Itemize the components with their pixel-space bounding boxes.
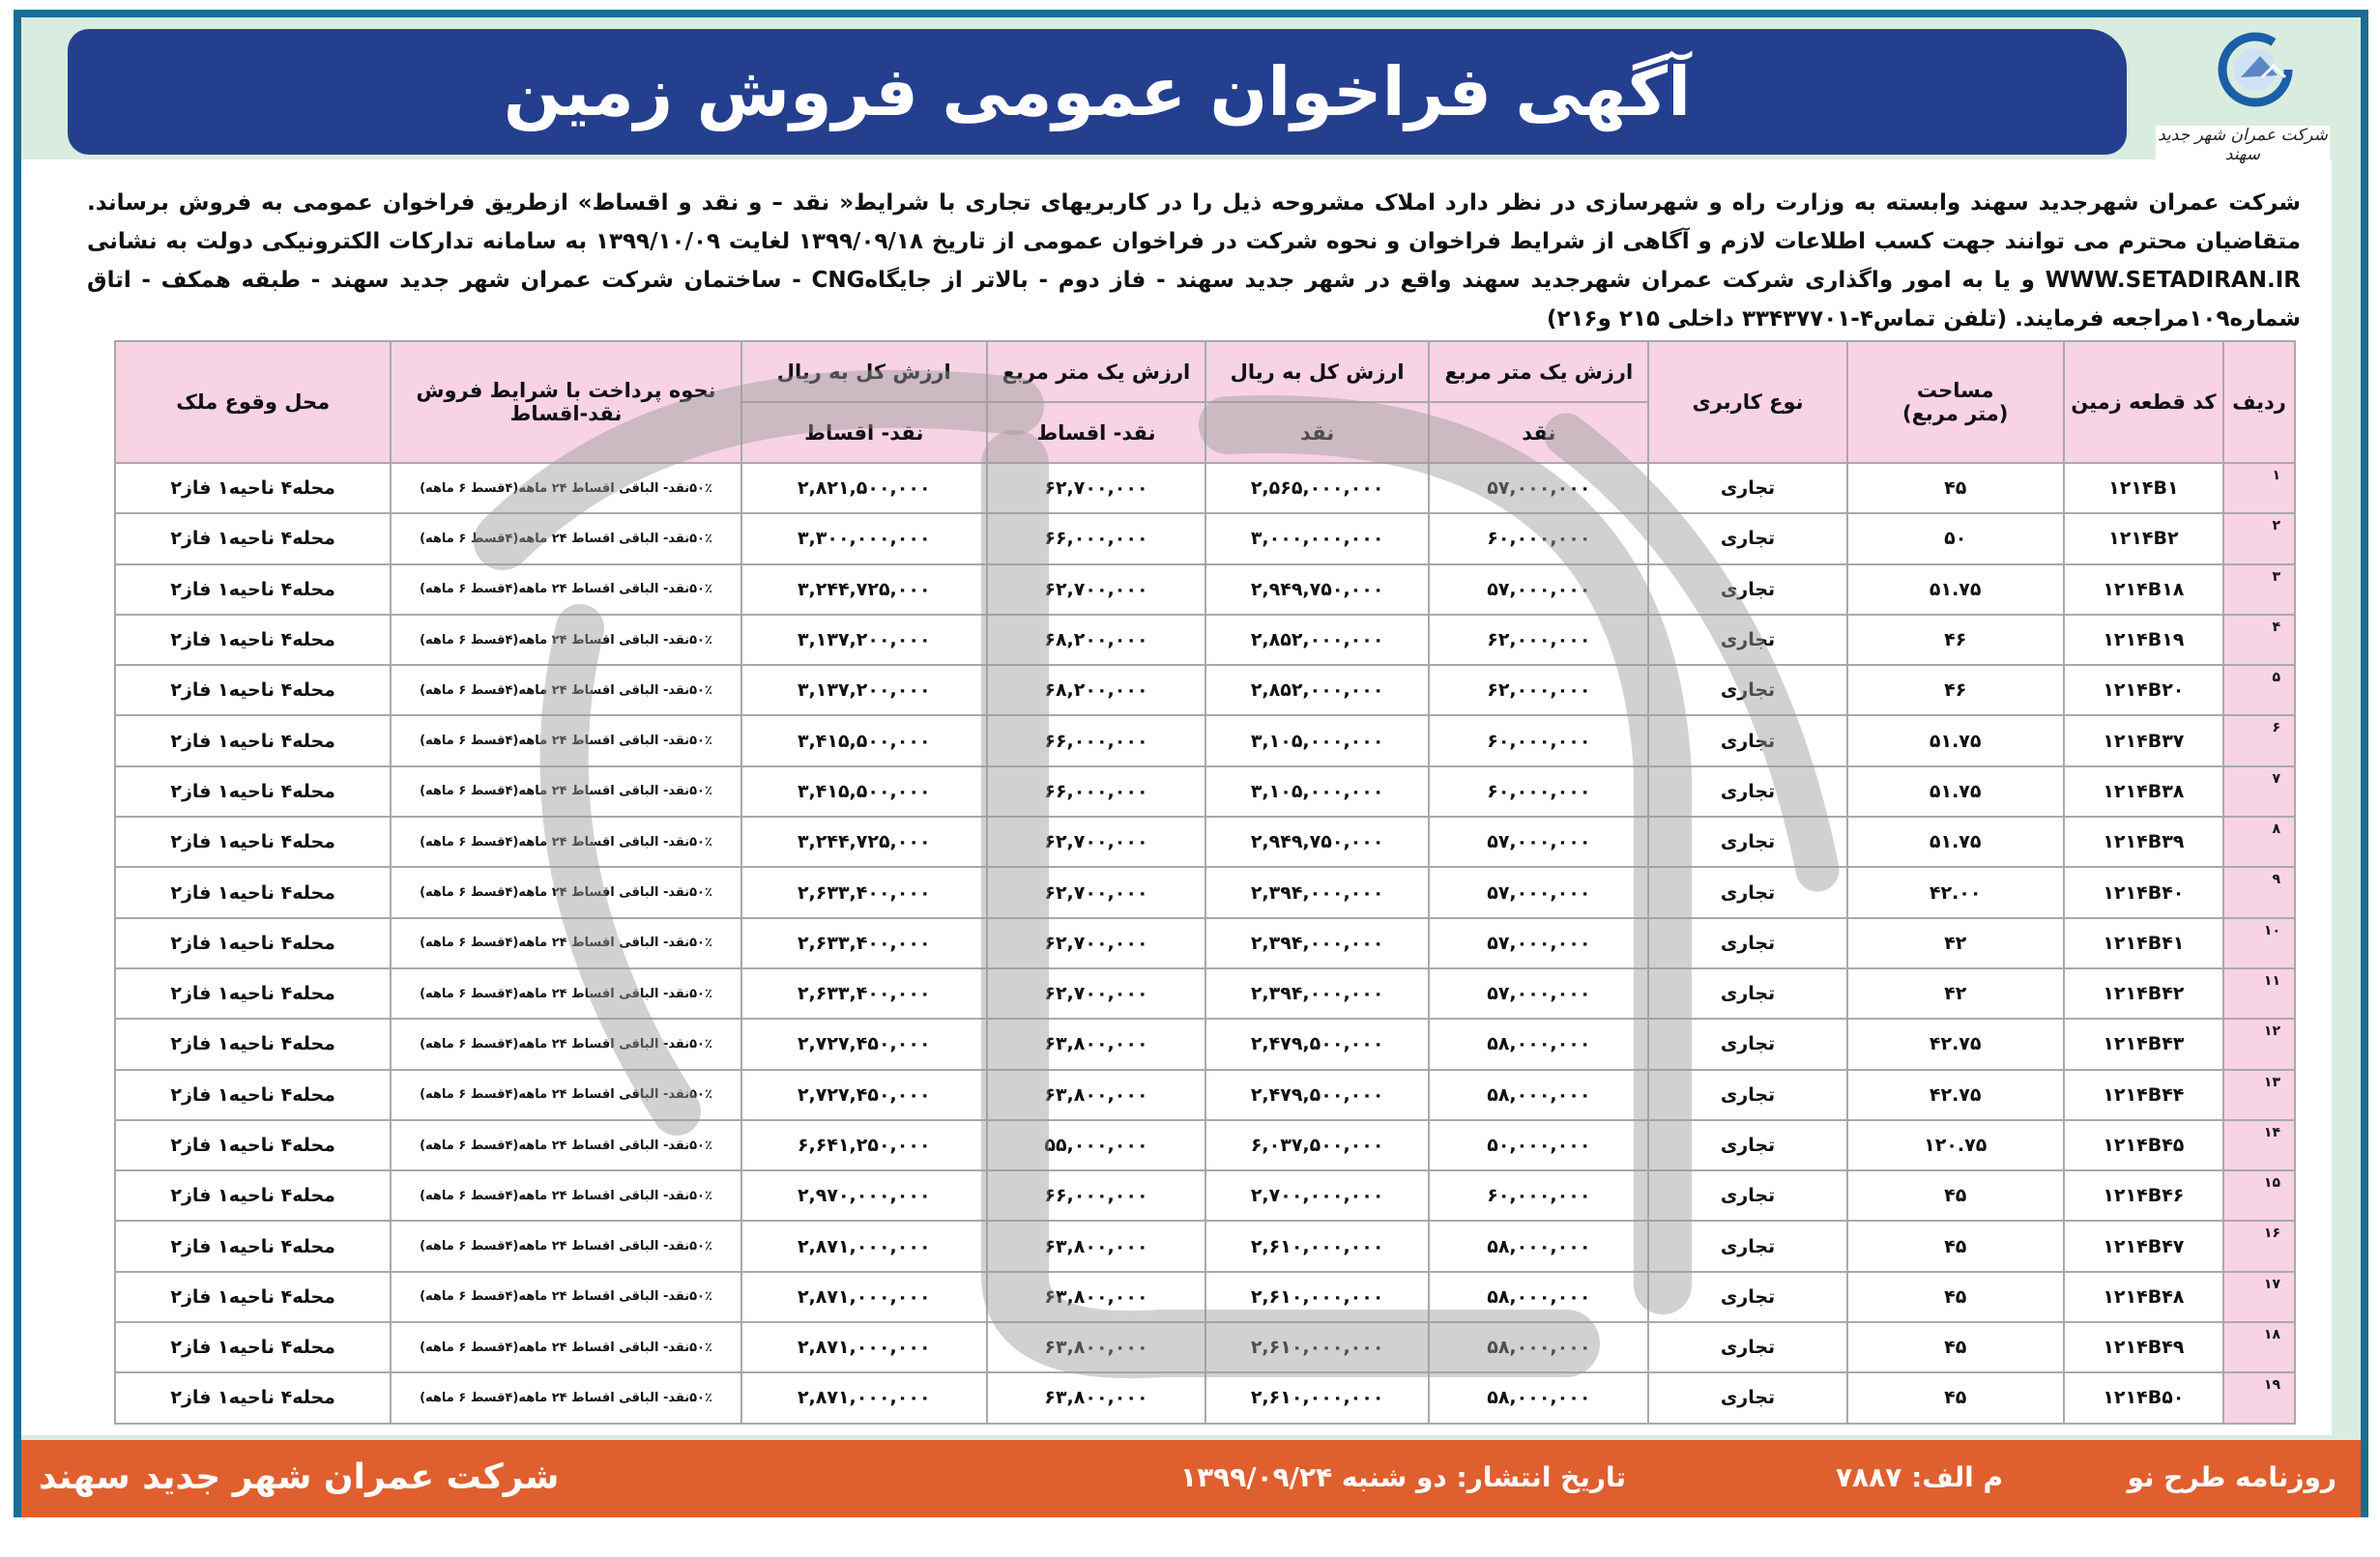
property-location: محله۴ ناحیه۱ فاز۲ xyxy=(115,615,391,665)
total-value-installment: ۳,۴۱۵,۵۰۰,۰۰۰ xyxy=(741,766,987,817)
usage-type: تجاری xyxy=(1648,1019,1846,1069)
unit-value-cash: ۵۸,۰۰۰,۰۰۰ xyxy=(1429,1272,1648,1322)
payment-terms: ۵۰٪نقد- الباقی اقساط ۲۴ ماهه(۴قسط ۶ ماهه) xyxy=(391,1019,740,1069)
row-index: ۸ xyxy=(2223,817,2295,867)
row-index: ۵ xyxy=(2223,665,2295,715)
page-title: آگهی فراخوان عمومی فروش زمین xyxy=(503,52,1692,131)
header-payment xyxy=(391,341,740,463)
land-area: ۴۶ xyxy=(1847,665,2064,715)
total-value-installment: ۲,۸۷۱,۰۰۰,۰۰۰ xyxy=(741,1221,987,1271)
unit-value-installment: ۶۲,۷۰۰,۰۰۰ xyxy=(987,918,1205,968)
total-value-installment: ۲,۸۷۱,۰۰۰,۰۰۰ xyxy=(741,1272,987,1322)
property-location: محله۴ ناحیه۱ فاز۲ xyxy=(115,463,391,513)
land-area: ۴۵ xyxy=(1847,1221,2064,1271)
land-code: ۱۲۱۴B۴۴ xyxy=(2064,1070,2223,1120)
property-location: محله۴ ناحیه۱ فاز۲ xyxy=(115,1322,391,1372)
land-code: ۱۲۱۴B۳۷ xyxy=(2064,715,2223,765)
total-value-cash: ۲,۳۹۴,۰۰۰,۰۰۰ xyxy=(1205,867,1429,917)
row-index: ۱۰ xyxy=(2223,918,2295,968)
land-area: ۴۲ xyxy=(1847,968,2064,1019)
table-row xyxy=(115,968,2295,1019)
total-value-installment: ۳,۲۴۴,۷۲۵,۰۰۰ xyxy=(741,817,987,867)
row-index: ۶ xyxy=(2223,715,2295,765)
land-area: ۴۲ xyxy=(1847,918,2064,968)
land-area: ۴۲.۷۵ xyxy=(1847,1070,2064,1120)
total-value-installment: ۲,۹۷۰,۰۰۰,۰۰۰ xyxy=(741,1170,987,1221)
property-location: محله۴ ناحیه۱ فاز۲ xyxy=(115,1019,391,1069)
total-value-installment: ۳,۱۳۷,۲۰۰,۰۰۰ xyxy=(741,665,987,715)
table-row xyxy=(115,1221,2295,1271)
total-value-cash: ۲,۹۴۹,۷۵۰,۰۰۰ xyxy=(1205,817,1429,867)
usage-type: تجاری xyxy=(1648,1272,1846,1322)
payment-terms: ۵۰٪نقد- الباقی اقساط ۲۴ ماهه(۴قسط ۶ ماهه) xyxy=(391,463,740,513)
total-value-installment: ۲,۸۷۱,۰۰۰,۰۰۰ xyxy=(741,1322,987,1372)
table-row xyxy=(115,665,2295,715)
total-value-installment: ۲,۶۳۳,۴۰۰,۰۰۰ xyxy=(741,968,987,1019)
unit-value-installment: ۶۳,۸۰۰,۰۰۰ xyxy=(987,1322,1205,1372)
header-location: محل وقوع ملک xyxy=(115,341,391,463)
unit-value-cash: ۵۷,۰۰۰,۰۰۰ xyxy=(1429,564,1648,615)
unit-value-installment: ۶۲,۷۰۰,۰۰۰ xyxy=(987,564,1205,615)
unit-value-installment: ۵۵,۰۰۰,۰۰۰ xyxy=(987,1120,1205,1170)
unit-value-cash: ۵۸,۰۰۰,۰۰۰ xyxy=(1429,1019,1648,1069)
payment-terms: ۵۰٪نقد- الباقی اقساط ۲۴ ماهه(۴قسط ۶ ماهه) xyxy=(391,1272,740,1322)
unit-value-installment: ۶۲,۷۰۰,۰۰۰ xyxy=(987,968,1205,1019)
land-area: ۴۲.۰۰ xyxy=(1847,867,2064,917)
table-row xyxy=(115,1120,2295,1170)
land-code: ۱۲۱۴B۱۹ xyxy=(2064,615,2223,665)
land-code: ۱۲۱۴B۱ xyxy=(2064,463,2223,513)
header-total-value-cash: ارزش کل به ریال xyxy=(1205,341,1429,402)
unit-value-cash: ۵۸,۰۰۰,۰۰۰ xyxy=(1429,1070,1648,1120)
property-location: محله۴ ناحیه۱ فاز۲ xyxy=(115,1170,391,1221)
usage-type: تجاری xyxy=(1648,665,1846,715)
property-location: محله۴ ناحیه۱ فاز۲ xyxy=(115,665,391,715)
payment-terms: ۵۰٪نقد- الباقی اقساط ۲۴ ماهه(۴قسط ۶ ماهه) xyxy=(391,615,740,665)
unit-value-installment: ۶۳,۸۰۰,۰۰۰ xyxy=(987,1272,1205,1322)
table-row xyxy=(115,1019,2295,1069)
total-value-installment: ۲,۶۳۳,۴۰۰,۰۰۰ xyxy=(741,867,987,917)
property-location: محله۴ ناحیه۱ فاز۲ xyxy=(115,1272,391,1322)
table-row xyxy=(115,1170,2295,1221)
unit-value-cash: ۶۰,۰۰۰,۰۰۰ xyxy=(1429,766,1648,817)
row-index: ۱۶ xyxy=(2223,1221,2295,1271)
usage-type: تجاری xyxy=(1648,715,1846,765)
property-location: محله۴ ناحیه۱ فاز۲ xyxy=(115,1221,391,1271)
payment-terms: ۵۰٪نقد- الباقی اقساط ۲۴ ماهه(۴قسط ۶ ماهه) xyxy=(391,715,740,765)
usage-type: تجاری xyxy=(1648,463,1846,513)
total-value-installment: ۳,۱۳۷,۲۰۰,۰۰۰ xyxy=(741,615,987,665)
land-area: ۴۵ xyxy=(1847,1372,2064,1423)
total-value-cash: ۳,۱۰۵,۰۰۰,۰۰۰ xyxy=(1205,715,1429,765)
usage-type: تجاری xyxy=(1648,1120,1846,1170)
table-row xyxy=(115,463,2295,513)
total-value-installment: ۳,۳۰۰,۰۰۰,۰۰۰ xyxy=(741,513,987,563)
property-location: محله۴ ناحیه۱ فاز۲ xyxy=(115,715,391,765)
usage-type: تجاری xyxy=(1648,1372,1846,1423)
land-area: ۵۰ xyxy=(1847,513,2064,563)
unit-value-installment: ۶۸,۲۰۰,۰۰۰ xyxy=(987,615,1205,665)
payment-terms: ۵۰٪نقد- الباقی اقساط ۲۴ ماهه(۴قسط ۶ ماهه) xyxy=(391,564,740,615)
land-code: ۱۲۱۴B۳۹ xyxy=(2064,817,2223,867)
total-value-cash: ۲,۸۵۲,۰۰۰,۰۰۰ xyxy=(1205,665,1429,715)
property-location: محله۴ ناحیه۱ فاز۲ xyxy=(115,918,391,968)
row-index: ۷ xyxy=(2223,766,2295,817)
ad-code: م الف: ۷۸۸۷ xyxy=(1835,1461,2003,1493)
payment-terms: ۵۰٪نقد- الباقی اقساط ۲۴ ماهه(۴قسط ۶ ماهه) xyxy=(391,1120,740,1170)
total-value-installment: ۳,۴۱۵,۵۰۰,۰۰۰ xyxy=(741,715,987,765)
unit-value-cash: ۵۷,۰۰۰,۰۰۰ xyxy=(1429,968,1648,1019)
total-value-cash: ۲,۳۹۴,۰۰۰,۰۰۰ xyxy=(1205,968,1429,1019)
land-code: ۱۲۱۴B۴۶ xyxy=(2064,1170,2223,1221)
usage-type: تجاری xyxy=(1648,1070,1846,1120)
header-usage: نوع کاربری xyxy=(1648,341,1846,463)
payment-terms: ۵۰٪نقد- الباقی اقساط ۲۴ ماهه(۴قسط ۶ ماهه) xyxy=(391,1372,740,1423)
total-value-cash: ۲,۳۹۴,۰۰۰,۰۰۰ xyxy=(1205,918,1429,968)
property-location: محله۴ ناحیه۱ فاز۲ xyxy=(115,867,391,917)
land-area: ۴۵ xyxy=(1847,1170,2064,1221)
usage-type: تجاری xyxy=(1648,615,1846,665)
total-value-installment: ۲,۶۳۳,۴۰۰,۰۰۰ xyxy=(741,918,987,968)
row-index: ۱۵ xyxy=(2223,1170,2295,1221)
total-value-cash: ۳,۰۰۰,۰۰۰,۰۰۰ xyxy=(1205,513,1429,563)
property-location: محله۴ ناحیه۱ فاز۲ xyxy=(115,1070,391,1120)
header-unit-value-cash: ارزش یک متر مربع xyxy=(1429,341,1648,402)
subheader-cash: نقد xyxy=(1429,402,1648,463)
total-value-cash: ۲,۵۶۵,۰۰۰,۰۰۰ xyxy=(1205,463,1429,513)
land-code: ۱۲۱۴B۴۲ xyxy=(2064,968,2223,1019)
table-row xyxy=(115,766,2295,817)
land-area: ۴۵ xyxy=(1847,463,2064,513)
header-code: کد قطعه زمین xyxy=(2064,341,2223,463)
payment-terms: ۵۰٪نقد- الباقی اقساط ۲۴ ماهه(۴قسط ۶ ماهه) xyxy=(391,1322,740,1372)
row-index: ۳ xyxy=(2223,564,2295,615)
land-area: ۱۲۰.۷۵ xyxy=(1847,1120,2064,1170)
unit-value-cash: ۵۸,۰۰۰,۰۰۰ xyxy=(1429,1221,1648,1271)
intro-paragraph: شرکت عمران شهرجدید سهند وابسته به وزارت راه و شهرسازی در نظر دارد املاک مشروحه ذیل را در کاربریهای تجاری با شرایط« نقد – و نقد و اقساط» ازطریق فراخوان عمومی به فروش برساند. متقاضیان محترم می توانند جهت کسب اطلاعات لازم و آگاهی از شرایط فراخوان و نحوه شرکت در فراخوان عمومی از تاریخ ۱۳۹۹/۰۹/۱۸ لغایت ۱۳۹۹/۱۰/۰۹ به سامانه تدارکات الکترونیکی دولت به نشانی WWW.SETADIRAN.IR و یا به امور واگذاری شرکت عمران شهرجدید سهند واقع در شهر جدید سهند - فاز دوم - بالاتر از جایگاهCNG - ساختمان شرکت عمران شهر جدید سهند - طبقه همکف - اتاق شماره۱۰۹مراجعه فرمایند. (تلفن تماس۴-۳۳۴۳۷۷۰۱ داخلی ۲۱۵ و۲۱۶) xyxy=(87,190,2301,332)
unit-value-installment: ۶۳,۸۰۰,۰۰۰ xyxy=(987,1019,1205,1069)
row-index: ۱۹ xyxy=(2223,1372,2295,1423)
land-code: ۱۲۱۴B۴۷ xyxy=(2064,1221,2223,1271)
table-row xyxy=(115,1272,2295,1322)
land-code: ۱۲۱۴B۵۰ xyxy=(2064,1372,2223,1423)
land-code: ۱۲۱۴B۴۱ xyxy=(2064,918,2223,968)
usage-type: تجاری xyxy=(1648,968,1846,1019)
table-row xyxy=(115,564,2295,615)
subheader-cash-inst: نقد- اقساط xyxy=(987,402,1205,463)
total-value-cash: ۲,۴۷۹,۵۰۰,۰۰۰ xyxy=(1205,1070,1429,1120)
unit-value-installment: ۶۶,۰۰۰,۰۰۰ xyxy=(987,513,1205,563)
unit-value-cash: ۶۰,۰۰۰,۰۰۰ xyxy=(1429,715,1648,765)
unit-value-cash: ۵۷,۰۰۰,۰۰۰ xyxy=(1429,918,1648,968)
row-index: ۱۴ xyxy=(2223,1120,2295,1170)
property-location: محله۴ ناحیه۱ فاز۲ xyxy=(115,1372,391,1423)
unit-value-installment: ۶۸,۲۰۰,۰۰۰ xyxy=(987,665,1205,715)
row-index: ۱۲ xyxy=(2223,1019,2295,1069)
row-index: ۱۷ xyxy=(2223,1272,2295,1322)
usage-type: تجاری xyxy=(1648,1170,1846,1221)
payment-terms: ۵۰٪نقد- الباقی اقساط ۲۴ ماهه(۴قسط ۶ ماهه) xyxy=(391,1070,740,1120)
publish-date: تاریخ انتشار: دو شنبه ۱۳۹۹/۰۹/۲۴ xyxy=(1179,1461,1626,1493)
subheader-cash-inst: نقد- اقساط xyxy=(741,402,987,463)
unit-value-cash: ۵۷,۰۰۰,۰۰۰ xyxy=(1429,817,1648,867)
total-value-installment: ۲,۷۲۷,۴۵۰,۰۰۰ xyxy=(741,1019,987,1069)
payment-terms: ۵۰٪نقد- الباقی اقساط ۲۴ ماهه(۴قسط ۶ ماهه) xyxy=(391,1170,740,1221)
row-index: ۱۸ xyxy=(2223,1322,2295,1372)
land-area: ۵۱.۷۵ xyxy=(1847,817,2064,867)
usage-type: تجاری xyxy=(1648,766,1846,817)
total-value-cash: ۳,۱۰۵,۰۰۰,۰۰۰ xyxy=(1205,766,1429,817)
usage-type: تجاری xyxy=(1648,1322,1846,1372)
row-index: ۱۱ xyxy=(2223,968,2295,1019)
property-location: محله۴ ناحیه۱ فاز۲ xyxy=(115,513,391,563)
land-code: ۱۲۱۴B۴۵ xyxy=(2064,1120,2223,1170)
company-name: شرکت عمران شهر جدید سهند xyxy=(39,1457,560,1497)
unit-value-cash: ۵۸,۰۰۰,۰۰۰ xyxy=(1429,1372,1648,1423)
land-code: ۱۲۱۴B۴۸ xyxy=(2064,1272,2223,1322)
property-location: محله۴ ناحیه۱ فاز۲ xyxy=(115,1120,391,1170)
unit-value-cash: ۶۲,۰۰۰,۰۰۰ xyxy=(1429,615,1648,665)
header-payment-label: نحوه پرداخت با شرایط فروش xyxy=(416,379,716,402)
unit-value-cash: ۶۰,۰۰۰,۰۰۰ xyxy=(1429,513,1648,563)
land-area: ۵۱.۷۵ xyxy=(1847,766,2064,817)
property-location: محله۴ ناحیه۱ فاز۲ xyxy=(115,968,391,1019)
total-value-installment: ۲,۸۷۱,۰۰۰,۰۰۰ xyxy=(741,1372,987,1423)
total-value-cash: ۲,۶۱۰,۰۰۰,۰۰۰ xyxy=(1205,1272,1429,1322)
header-area-unit: (متر مربع) xyxy=(1901,402,2009,425)
table-row xyxy=(115,817,2295,867)
total-value-cash: ۲,۴۷۹,۵۰۰,۰۰۰ xyxy=(1205,1019,1429,1069)
unit-value-installment: ۶۲,۷۰۰,۰۰۰ xyxy=(987,463,1205,513)
unit-value-installment: ۶۳,۸۰۰,۰۰۰ xyxy=(987,1221,1205,1271)
land-area: ۴۵ xyxy=(1847,1272,2064,1322)
total-value-cash: ۲,۶۱۰,۰۰۰,۰۰۰ xyxy=(1205,1221,1429,1271)
table-row xyxy=(115,918,2295,968)
unit-value-cash: ۵۰,۰۰۰,۰۰۰ xyxy=(1429,1120,1648,1170)
land-area: ۴۲.۷۵ xyxy=(1847,1019,2064,1069)
total-value-cash: ۲,۶۱۰,۰۰۰,۰۰۰ xyxy=(1205,1322,1429,1372)
property-location: محله۴ ناحیه۱ فاز۲ xyxy=(115,564,391,615)
header-area-label: مساحت xyxy=(1916,379,1994,402)
land-code: ۱۲۱۴B۴۹ xyxy=(2064,1322,2223,1372)
land-table xyxy=(114,340,2296,1425)
row-index: ۹ xyxy=(2223,867,2295,917)
total-value-cash: ۲,۶۱۰,۰۰۰,۰۰۰ xyxy=(1205,1372,1429,1423)
table-row xyxy=(115,1322,2295,1372)
logo-caption: شرکت عمران شهر جدید سهند xyxy=(2156,126,2330,164)
total-value-installment: ۶,۶۴۱,۲۵۰,۰۰۰ xyxy=(741,1120,987,1170)
unit-value-cash: ۶۰,۰۰۰,۰۰۰ xyxy=(1429,1170,1648,1221)
table-row xyxy=(115,867,2295,917)
header-total-value-inst: ارزش کل به ریال xyxy=(741,341,987,402)
land-code: ۱۲۱۴B۲ xyxy=(2064,513,2223,563)
land-code: ۱۲۱۴B۴۰ xyxy=(2064,867,2223,917)
usage-type: تجاری xyxy=(1648,918,1846,968)
payment-terms: ۵۰٪نقد- الباقی اقساط ۲۴ ماهه(۴قسط ۶ ماهه) xyxy=(391,817,740,867)
unit-value-installment: ۶۲,۷۰۰,۰۰۰ xyxy=(987,867,1205,917)
subheader-cash: نقد xyxy=(1205,402,1429,463)
total-value-installment: ۳,۲۴۴,۷۲۵,۰۰۰ xyxy=(741,564,987,615)
payment-terms: ۵۰٪نقد- الباقی اقساط ۲۴ ماهه(۴قسط ۶ ماهه) xyxy=(391,513,740,563)
land-area: ۴۶ xyxy=(1847,615,2064,665)
usage-type: تجاری xyxy=(1648,817,1846,867)
total-value-cash: ۶,۰۳۷,۵۰۰,۰۰۰ xyxy=(1205,1120,1429,1170)
unit-value-installment: ۶۶,۰۰۰,۰۰۰ xyxy=(987,766,1205,817)
unit-value-cash: ۵۸,۰۰۰,۰۰۰ xyxy=(1429,1322,1648,1372)
table-row xyxy=(115,615,2295,665)
unit-value-installment: ۶۶,۰۰۰,۰۰۰ xyxy=(987,715,1205,765)
header-unit-value-inst: ارزش یک متر مربع xyxy=(987,341,1205,402)
payment-terms: ۵۰٪نقد- الباقی اقساط ۲۴ ماهه(۴قسط ۶ ماهه) xyxy=(391,766,740,817)
unit-value-installment: ۶۳,۸۰۰,۰۰۰ xyxy=(987,1070,1205,1120)
land-area: ۴۵ xyxy=(1847,1322,2064,1372)
title-banner xyxy=(68,29,2127,155)
land-area: ۵۱.۷۵ xyxy=(1847,564,2064,615)
usage-type: تجاری xyxy=(1648,564,1846,615)
newspaper-name: روزنامه طرح نو xyxy=(2127,1461,2336,1493)
land-area: ۵۱.۷۵ xyxy=(1847,715,2064,765)
company-logo-icon xyxy=(2183,29,2328,121)
total-value-cash: ۲,۸۵۲,۰۰۰,۰۰۰ xyxy=(1205,615,1429,665)
usage-type: تجاری xyxy=(1648,1221,1846,1271)
unit-value-installment: ۶۶,۰۰۰,۰۰۰ xyxy=(987,1170,1205,1221)
unit-value-cash: ۵۷,۰۰۰,۰۰۰ xyxy=(1429,463,1648,513)
footer-bar xyxy=(21,1440,2361,1517)
land-code: ۱۲۱۴B۲۰ xyxy=(2064,665,2223,715)
table-row xyxy=(115,1372,2295,1423)
row-index: ۲ xyxy=(2223,513,2295,563)
payment-terms: ۵۰٪نقد- الباقی اقساط ۲۴ ماهه(۴قسط ۶ ماهه) xyxy=(391,918,740,968)
unit-value-installment: ۶۲,۷۰۰,۰۰۰ xyxy=(987,817,1205,867)
unit-value-cash: ۶۲,۰۰۰,۰۰۰ xyxy=(1429,665,1648,715)
usage-type: تجاری xyxy=(1648,513,1846,563)
unit-value-installment: ۶۳,۸۰۰,۰۰۰ xyxy=(987,1372,1205,1423)
payment-terms: ۵۰٪نقد- الباقی اقساط ۲۴ ماهه(۴قسط ۶ ماهه) xyxy=(391,968,740,1019)
header-area xyxy=(1847,341,2064,463)
usage-type: تجاری xyxy=(1648,867,1846,917)
header-index: ردیف xyxy=(2223,341,2295,463)
row-index: ۴ xyxy=(2223,615,2295,665)
land-code: ۱۲۱۴B۴۳ xyxy=(2064,1019,2223,1069)
payment-terms: ۵۰٪نقد- الباقی اقساط ۲۴ ماهه(۴قسط ۶ ماهه) xyxy=(391,665,740,715)
row-index: ۱۳ xyxy=(2223,1070,2295,1120)
unit-value-cash: ۵۷,۰۰۰,۰۰۰ xyxy=(1429,867,1648,917)
total-value-installment: ۲,۷۲۷,۴۵۰,۰۰۰ xyxy=(741,1070,987,1120)
land-code: ۱۲۱۴B۱۸ xyxy=(2064,564,2223,615)
table-row xyxy=(115,513,2295,563)
table-row xyxy=(115,715,2295,765)
row-index: ۱ xyxy=(2223,463,2295,513)
property-location: محله۴ ناحیه۱ فاز۲ xyxy=(115,766,391,817)
property-location: محله۴ ناحیه۱ فاز۲ xyxy=(115,817,391,867)
payment-terms: ۵۰٪نقد- الباقی اقساط ۲۴ ماهه(۴قسط ۶ ماهه) xyxy=(391,1221,740,1271)
total-value-cash: ۲,۷۰۰,۰۰۰,۰۰۰ xyxy=(1205,1170,1429,1221)
header-payment-sub: نقد-اقساط xyxy=(509,402,623,425)
total-value-cash: ۲,۹۴۹,۷۵۰,۰۰۰ xyxy=(1205,564,1429,615)
table-row xyxy=(115,1070,2295,1120)
payment-terms: ۵۰٪نقد- الباقی اقساط ۲۴ ماهه(۴قسط ۶ ماهه) xyxy=(391,867,740,917)
total-value-installment: ۲,۸۲۱,۵۰۰,۰۰۰ xyxy=(741,463,987,513)
land-code: ۱۲۱۴B۳۸ xyxy=(2064,766,2223,817)
